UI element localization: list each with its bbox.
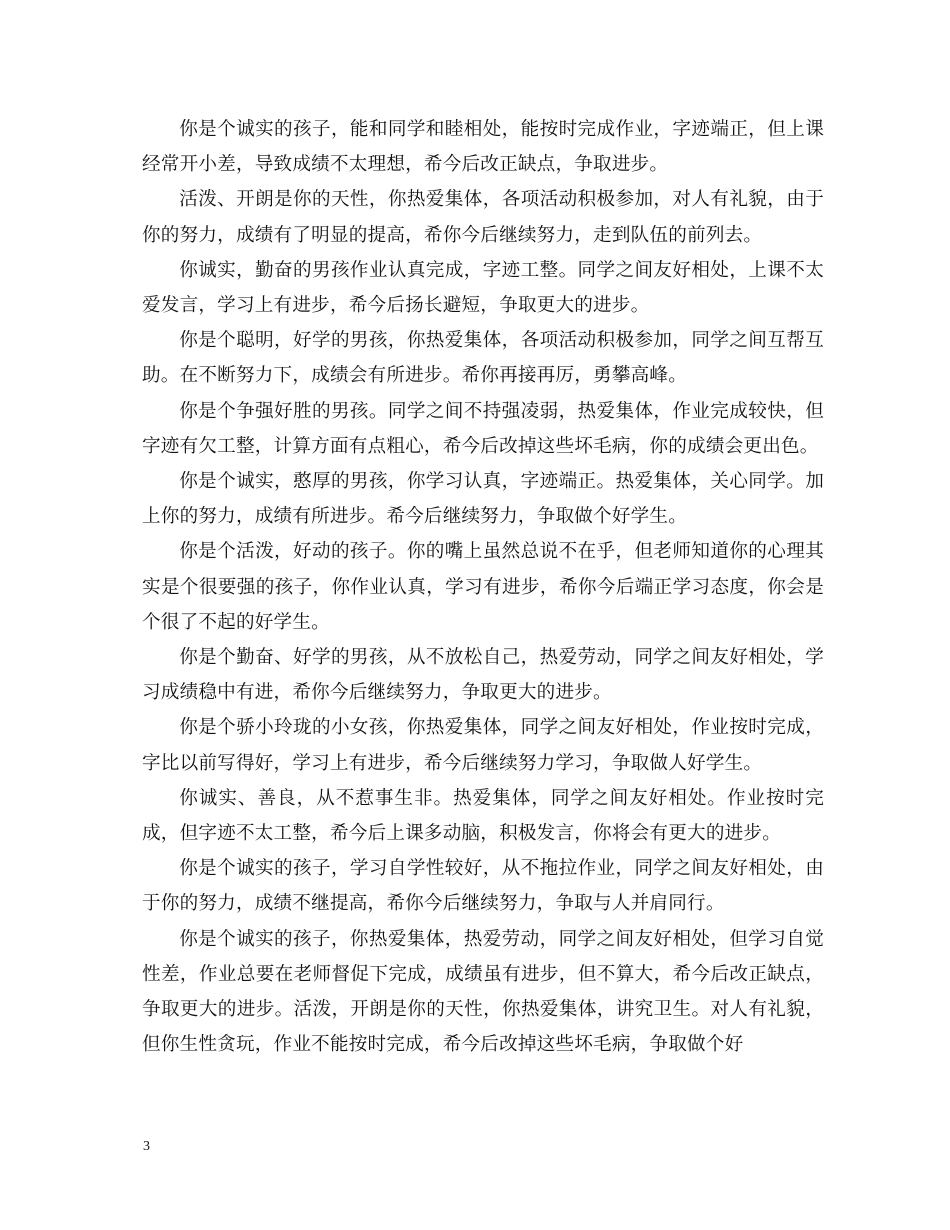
paragraph-1: 你是个诚实的孩子，能和同学和睦相处，能按时完成作业，字迹端正，但上课经常开小差，导致成绩不太理想，希今后改正缺点，争取进步。 bbox=[142, 119, 824, 176]
paragraph-9: 你是个骄小玲珑的小女孩，你热爱集体，同学之间友好相处，作业按时完成，字比以前写得好，学习上有进步，希今后继续努力学习，争取做人好学生。 bbox=[142, 717, 824, 774]
paragraph-12: 你是个诚实的孩子，你热爱集体，热爱劳动，同学之间友好相处，但学习自觉性差，作业总要在老师督促下完成，成绩虽有进步，但不算大，希今后改正缺点，争取更大的进步。活泼，开朗是你的天性，你热爱集体，讲究卫生。对人有礼貌，但你生性贪玩，作业不能按时完成，希今后改掉这些坏毛病，争取做个好 bbox=[142, 928, 824, 1056]
paragraph-6: 你是个诚实，憨厚的男孩，你学习认真，字迹端正。热爱集体，关心同学。加上你的努力，成绩有所进步。希今后继续努力，争取做个好学生。 bbox=[142, 471, 824, 528]
paragraph-7: 你是个活泼，好动的孩子。你的嘴上虽然总说不在乎，但老师知道你的心理其实是个很要强的孩子，你作业认真，学习有进步，希你今后端正学习态度，你会是个很了不起的好学生。 bbox=[142, 541, 824, 633]
page-number: 3 bbox=[143, 1139, 150, 1154]
paragraph-11: 你是个诚实的孩子，学习自学性较好，从不拖拉作业，同学之间友好相处，由于你的努力，成绩不继提高，希你今后继续努力，争取与人并肩同行。 bbox=[142, 858, 824, 915]
paragraph-5: 你是个争强好胜的男孩。同学之间不持强凌弱，热爱集体，作业完成较快，但字迹有欠工整，计算方面有点粗心，希今后改掉这些坏毛病，你的成绩会更出色。 bbox=[142, 400, 824, 457]
paragraph-4: 你是个聪明，好学的男孩，你热爱集体，各项活动积极参加，同学之间互帮互助。在不断努力下，成绩会有所进步。希你再接再厉，勇攀高峰。 bbox=[142, 330, 824, 387]
paragraph-2: 活泼、开朗是你的天性，你热爱集体，各项活动积极参加，对人有礼貌，由于你的努力，成绩有了明显的提高，希你今后继续努力，走到队伍的前列去。 bbox=[142, 189, 824, 246]
paragraph-8: 你是个勤奋、好学的男孩，从不放松自己，热爱劳动，同学之间友好相处，学习成绩稳中有进，希你今后继续努力，争取更大的进步。 bbox=[142, 647, 824, 704]
paragraph-3: 你诚实，勤奋的男孩作业认真完成，字迹工整。同学之间友好相处，上课不太爱发言，学习上有进步，希今后扬长避短，争取更大的进步。 bbox=[142, 259, 824, 317]
document-body bbox=[142, 112, 824, 1062]
paragraph-10: 你诚实、善良，从不惹事生非。热爱集体，同学之间友好相处。作业按时完成，但字迹不太工整，希今后上课多动脑，积极发言，你将会有更大的进步。 bbox=[142, 787, 824, 845]
